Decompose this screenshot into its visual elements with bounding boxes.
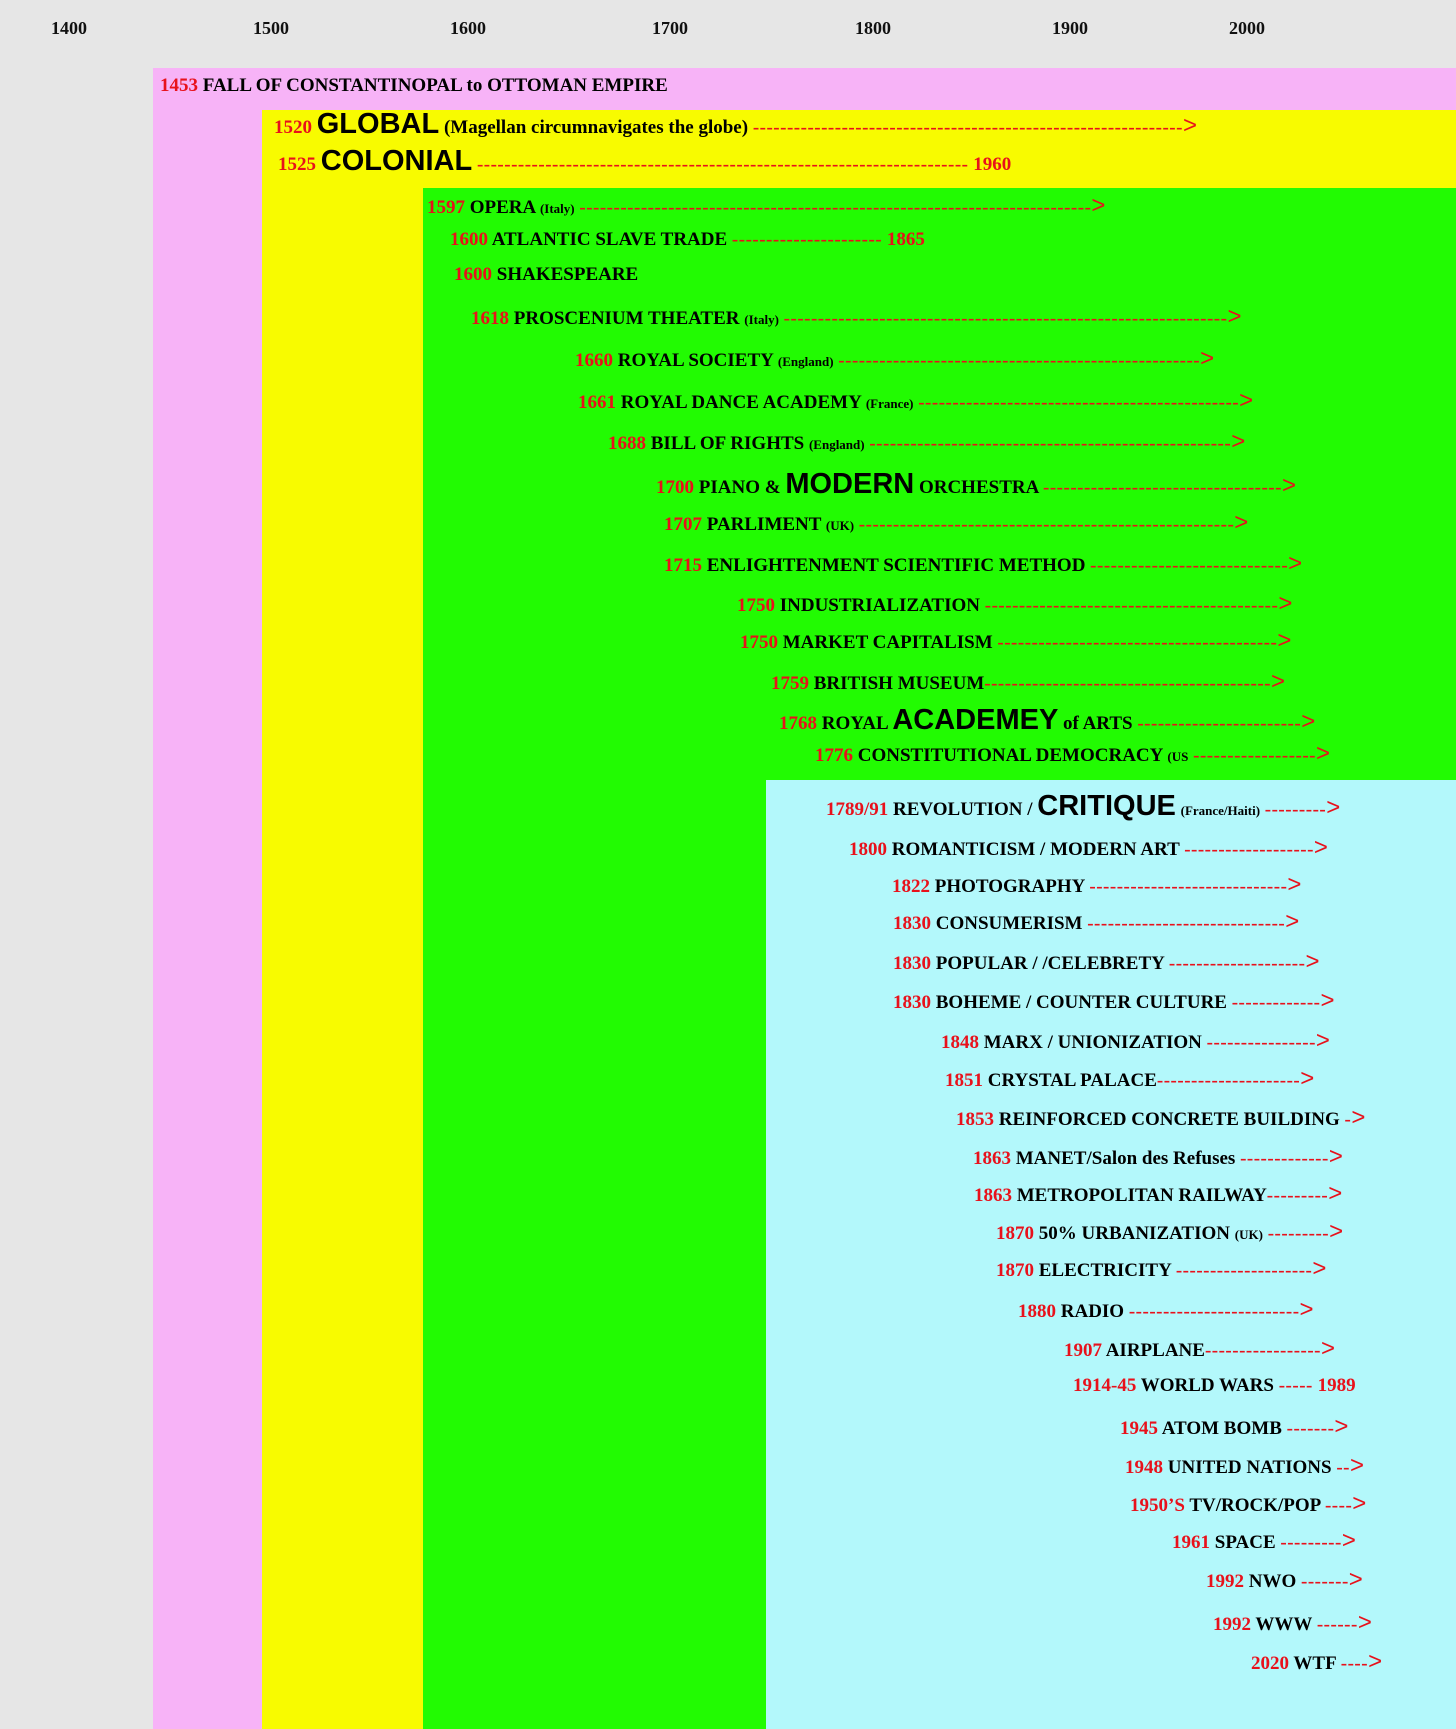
event-duration-line: --------------------------------------------------------------------------- bbox=[579, 197, 1092, 218]
event-duration-line: ----------------------------------------------------- bbox=[869, 433, 1232, 454]
axis-label-1800: 1800 bbox=[855, 18, 891, 38]
event-label: REINFORCED CONCRETE BUILDING bbox=[998, 1109, 1345, 1130]
event-label: AIRPLANE bbox=[1105, 1340, 1205, 1361]
event-duration-line: ------- bbox=[1286, 1418, 1335, 1439]
event-year: 1600 bbox=[454, 264, 492, 285]
event-label: WWW bbox=[1255, 1614, 1317, 1635]
event-label: (England) bbox=[808, 437, 865, 452]
timeline-event bbox=[656, 470, 1296, 499]
event-year: 1789/91 bbox=[826, 799, 889, 820]
event-year: 1715 bbox=[664, 555, 702, 576]
timeline-event bbox=[450, 230, 925, 249]
timeline-event bbox=[1206, 1568, 1363, 1592]
event-duration-line: ----------------------------- bbox=[1089, 876, 1288, 897]
event-year: 1600 bbox=[450, 229, 488, 250]
event-label: ORCHESTRA bbox=[914, 477, 1044, 498]
continues-arrow-icon: > bbox=[1234, 509, 1249, 536]
event-year: 1618 bbox=[471, 308, 509, 329]
event-year: 1830 bbox=[893, 992, 931, 1013]
event-label: REVOLUTION / bbox=[893, 799, 1038, 820]
timeline-event bbox=[740, 629, 1291, 653]
axis-label-1600: 1600 bbox=[450, 18, 486, 38]
event-year: 1830 bbox=[893, 953, 931, 974]
timeline-event bbox=[427, 194, 1105, 218]
event-label: PARLIMENT bbox=[706, 514, 826, 535]
event-duration-line: ----------------- bbox=[1204, 1340, 1321, 1361]
event-duration-line: -------------------- bbox=[1168, 953, 1306, 974]
continues-arrow-icon: > bbox=[1348, 1566, 1363, 1593]
event-label: MARX / UNIONIZATION bbox=[983, 1032, 1207, 1053]
timeline-event bbox=[1018, 1298, 1314, 1322]
event-label: (France) bbox=[865, 396, 914, 411]
timeline-event bbox=[1064, 1337, 1335, 1361]
event-label: ROYAL DANCE ACADEMY bbox=[620, 392, 866, 413]
timeline-event bbox=[771, 670, 1285, 694]
event-year: 1992 bbox=[1213, 1614, 1251, 1635]
continues-arrow-icon: > bbox=[1315, 1027, 1330, 1054]
event-duration-line: -------------------- bbox=[1175, 1260, 1313, 1281]
event-year: 1597 bbox=[427, 197, 465, 218]
event-label: 50% URBANIZATION bbox=[1038, 1223, 1235, 1244]
timeline-event bbox=[956, 1106, 1365, 1130]
event-label: NWO bbox=[1248, 1571, 1301, 1592]
axis-label-1700: 1700 bbox=[652, 18, 688, 38]
event-year: 1950’S bbox=[1130, 1495, 1185, 1516]
event-label: ROYAL bbox=[821, 713, 893, 734]
continues-arrow-icon: > bbox=[1357, 1609, 1372, 1636]
event-label: GLOBAL bbox=[316, 108, 440, 140]
continues-arrow-icon: > bbox=[1281, 472, 1296, 499]
event-label: ATLANTIC SLAVE TRADE bbox=[491, 229, 732, 250]
event-duration-line: ----------------------------- bbox=[1087, 913, 1286, 934]
event-duration-line: ----- bbox=[1278, 1375, 1313, 1396]
event-label: BRITISH MUSEUM bbox=[813, 673, 985, 694]
timeline-event bbox=[1125, 1454, 1364, 1478]
event-label: TV/ROCK/POP bbox=[1189, 1495, 1325, 1516]
event-label: SPACE bbox=[1214, 1532, 1281, 1553]
event-label: MODERN bbox=[785, 468, 915, 500]
event-duration-line: ------------- bbox=[1231, 992, 1321, 1013]
axis-label-1400: 1400 bbox=[51, 18, 87, 38]
event-year: 1750 bbox=[740, 632, 778, 653]
timeline-event bbox=[996, 1257, 1326, 1281]
event-label: OPERA bbox=[469, 197, 540, 218]
event-label: (US bbox=[1167, 749, 1189, 764]
event-label: CRITIQUE bbox=[1037, 790, 1176, 822]
timeline-event bbox=[974, 1182, 1342, 1206]
timeline-event bbox=[608, 430, 1245, 454]
continues-arrow-icon: > bbox=[1328, 1143, 1343, 1170]
event-duration-line: --------------------------------------------------------------- bbox=[752, 117, 1183, 138]
event-end-year: 1989 bbox=[1317, 1375, 1356, 1396]
timeline-event bbox=[578, 389, 1253, 413]
timeline-event bbox=[826, 792, 1340, 821]
timeline-event bbox=[893, 950, 1319, 974]
event-label: ACADEMEY bbox=[892, 704, 1059, 736]
continues-arrow-icon: > bbox=[1321, 1335, 1336, 1362]
event-duration-line: ----------------------------------- bbox=[1043, 477, 1282, 498]
continues-arrow-icon: > bbox=[1312, 1255, 1327, 1282]
continues-arrow-icon: > bbox=[1352, 1490, 1367, 1517]
continues-arrow-icon: > bbox=[1288, 550, 1303, 577]
event-label: CONSTITUTIONAL DEMOCRACY bbox=[857, 745, 1168, 766]
timeline-event bbox=[892, 873, 1301, 897]
event-year: 1863 bbox=[973, 1148, 1011, 1169]
event-label: BOHEME / COUNTER CULTURE bbox=[935, 992, 1232, 1013]
continues-arrow-icon: > bbox=[1351, 1104, 1366, 1131]
timeline-event bbox=[737, 592, 1292, 616]
event-label: ENLIGHTENMENT SCIENTIFIC METHOD bbox=[706, 555, 1091, 576]
event-year: 1822 bbox=[892, 876, 930, 897]
event-label: ROYAL SOCIETY bbox=[617, 350, 778, 371]
event-duration-line: ---- bbox=[1340, 1653, 1369, 1674]
continues-arrow-icon: > bbox=[1227, 303, 1242, 330]
continues-arrow-icon: > bbox=[1301, 708, 1316, 735]
axis-label-2000: 2000 bbox=[1229, 18, 1265, 38]
timeline-event bbox=[1251, 1650, 1382, 1674]
timeline-event bbox=[1130, 1492, 1366, 1516]
event-year: 1863 bbox=[974, 1185, 1012, 1206]
timeline-event bbox=[779, 706, 1315, 735]
event-label: (Italy) bbox=[539, 201, 575, 216]
event-duration-line: ------------------------ bbox=[1137, 713, 1302, 734]
event-year: 1525 bbox=[278, 154, 316, 175]
continues-arrow-icon: > bbox=[1320, 987, 1335, 1014]
timeline-event bbox=[471, 305, 1241, 329]
continues-arrow-icon: > bbox=[1299, 1296, 1314, 1323]
event-label: (France/Haiti) bbox=[1180, 803, 1261, 818]
event-year: 1453 bbox=[160, 75, 198, 96]
timeline-event bbox=[893, 910, 1299, 934]
event-duration-line: ------------- bbox=[1240, 1148, 1329, 1169]
event-year: 1870 bbox=[996, 1223, 1034, 1244]
event-duration-line: --------- bbox=[1280, 1532, 1342, 1553]
continues-arrow-icon: > bbox=[1368, 1648, 1383, 1675]
event-year: 1707 bbox=[664, 514, 702, 535]
axis-label-1900: 1900 bbox=[1052, 18, 1088, 38]
continues-arrow-icon: > bbox=[1091, 192, 1106, 219]
timeline-event bbox=[941, 1029, 1330, 1053]
continues-arrow-icon: > bbox=[1287, 871, 1302, 898]
continues-arrow-icon: > bbox=[1326, 794, 1341, 821]
event-duration-line: ------------------ bbox=[1193, 745, 1317, 766]
event-label: COLONIAL bbox=[320, 145, 473, 177]
event-year: 1945 bbox=[1120, 1418, 1158, 1439]
event-year: 1992 bbox=[1206, 1571, 1244, 1592]
event-year: 1520 bbox=[274, 117, 312, 138]
continues-arrow-icon: > bbox=[1316, 740, 1331, 767]
event-label: (England) bbox=[777, 354, 834, 369]
event-label: ELECTRICITY bbox=[1038, 1260, 1176, 1281]
event-label: (Italy) bbox=[744, 312, 779, 327]
event-duration-line: ---- bbox=[1324, 1495, 1353, 1516]
event-duration-line: ------ bbox=[1316, 1614, 1358, 1635]
event-label: CONSUMERISM bbox=[935, 913, 1088, 934]
event-year: 1830 bbox=[893, 913, 931, 934]
event-year: 1768 bbox=[779, 713, 817, 734]
timeline-event bbox=[1213, 1611, 1372, 1635]
event-year: 1661 bbox=[578, 392, 616, 413]
timeline-event bbox=[945, 1067, 1314, 1091]
event-year: 1948 bbox=[1125, 1457, 1163, 1478]
event-duration-line: - bbox=[1344, 1109, 1352, 1130]
event-label: WORLD WARS bbox=[1140, 1375, 1279, 1396]
event-duration-line: ------------------------------------------------------------------------ bbox=[476, 154, 969, 175]
event-duration-line: ------------------------------------------ bbox=[984, 673, 1271, 694]
event-year: 1914-45 bbox=[1073, 1375, 1137, 1396]
continues-arrow-icon: > bbox=[1200, 345, 1215, 372]
event-label: METROPOLITAN RAILWAY bbox=[1016, 1185, 1267, 1206]
continues-arrow-icon: > bbox=[1239, 387, 1254, 414]
continues-arrow-icon: > bbox=[1313, 834, 1328, 861]
event-year: 1759 bbox=[771, 673, 809, 694]
event-year: 1776 bbox=[815, 745, 853, 766]
event-label: UNITED NATIONS bbox=[1167, 1457, 1337, 1478]
event-year: 1800 bbox=[849, 839, 887, 860]
continues-arrow-icon: > bbox=[1278, 590, 1293, 617]
timeline-event bbox=[1120, 1415, 1348, 1439]
event-label: SHAKESPEARE bbox=[496, 264, 639, 285]
timeline-event bbox=[664, 552, 1302, 576]
event-duration-line: -- bbox=[1336, 1457, 1350, 1478]
event-year: 1688 bbox=[608, 433, 646, 454]
timeline-event bbox=[454, 265, 638, 284]
event-year: 1660 bbox=[575, 350, 613, 371]
event-duration-line: ---------------- bbox=[1206, 1032, 1316, 1053]
event-year: 1880 bbox=[1018, 1301, 1056, 1322]
event-label: (UK) bbox=[1234, 1227, 1263, 1242]
event-label: MARKET CAPITALISM bbox=[782, 632, 998, 653]
continues-arrow-icon: > bbox=[1271, 668, 1286, 695]
event-duration-line: ---------------------- bbox=[731, 229, 883, 250]
continues-arrow-icon: > bbox=[1285, 908, 1300, 935]
continues-arrow-icon: > bbox=[1349, 1452, 1364, 1479]
continues-arrow-icon: > bbox=[1329, 1218, 1344, 1245]
event-year: 1961 bbox=[1172, 1532, 1210, 1553]
event-duration-line: ------------------------------------------------------- bbox=[858, 514, 1235, 535]
event-label: PIANO & bbox=[698, 477, 786, 498]
event-duration-line: --------------------- bbox=[1156, 1070, 1301, 1091]
event-year: 1700 bbox=[656, 477, 694, 498]
timeline-event bbox=[973, 1145, 1343, 1169]
continues-arrow-icon: > bbox=[1328, 1180, 1343, 1207]
event-label: ATOM BOMB bbox=[1161, 1418, 1287, 1439]
event-year: 1870 bbox=[996, 1260, 1034, 1281]
event-year: 1848 bbox=[941, 1032, 979, 1053]
event-duration-line: --------- bbox=[1267, 1223, 1330, 1244]
continues-arrow-icon: > bbox=[1231, 428, 1246, 455]
event-label: of ARTS bbox=[1058, 713, 1138, 734]
continues-arrow-icon: > bbox=[1277, 627, 1292, 654]
event-duration-line: --------- bbox=[1266, 1185, 1329, 1206]
event-duration-line: ------------------- bbox=[1184, 839, 1314, 860]
event-label: POPULAR / /CELEBRETY bbox=[935, 953, 1169, 974]
event-label: PHOTOGRAPHY bbox=[934, 876, 1090, 897]
event-duration-line: ----------------------------- bbox=[1090, 555, 1289, 576]
event-duration-line: ----------------------------------------------- bbox=[918, 392, 1240, 413]
event-label: CRYSTAL PALACE bbox=[987, 1070, 1157, 1091]
event-duration-line: ----------------------------------------------------------------- bbox=[783, 308, 1228, 329]
continues-arrow-icon: > bbox=[1341, 1527, 1356, 1554]
event-label: ROMANTICISM / MODERN ART bbox=[891, 839, 1185, 860]
timeline-event bbox=[893, 989, 1335, 1013]
event-label: (Magellan circumnavigates the globe) bbox=[439, 117, 753, 138]
event-end-year: 1960 bbox=[973, 154, 1012, 175]
continues-arrow-icon: > bbox=[1300, 1065, 1315, 1092]
timeline-event bbox=[815, 742, 1330, 766]
timeline-event bbox=[996, 1220, 1343, 1244]
timeline-event bbox=[1172, 1529, 1356, 1553]
event-label: FALL OF CONSTANTINOPAL to OTTOMAN EMPIRE bbox=[202, 75, 668, 96]
timeline-event bbox=[575, 347, 1214, 371]
event-year: 1853 bbox=[956, 1109, 994, 1130]
event-duration-line: ------------------------- bbox=[1128, 1301, 1300, 1322]
continues-arrow-icon: > bbox=[1305, 948, 1320, 975]
event-label: MANET/Salon des Refuses bbox=[1015, 1148, 1241, 1169]
event-duration-line: --------- bbox=[1264, 799, 1327, 820]
event-label: BILL OF RIGHTS bbox=[650, 433, 809, 454]
timeline-event bbox=[849, 836, 1328, 860]
event-duration-line: ------------------------------------------- bbox=[984, 595, 1279, 616]
axis-label-1500: 1500 bbox=[253, 18, 289, 38]
continues-arrow-icon: > bbox=[1334, 1413, 1349, 1440]
timeline-event bbox=[1073, 1376, 1356, 1395]
event-duration-line: ------- bbox=[1301, 1571, 1349, 1592]
event-duration-line: ----------------------------------------------------- bbox=[838, 350, 1201, 371]
event-year: 1907 bbox=[1064, 1340, 1102, 1361]
timeline-event bbox=[160, 76, 668, 95]
continues-arrow-icon: > bbox=[1182, 112, 1197, 139]
event-label: RADIO bbox=[1060, 1301, 1129, 1322]
timeline-event bbox=[274, 110, 1197, 139]
event-year: 2020 bbox=[1251, 1653, 1289, 1674]
event-year: 1750 bbox=[737, 595, 775, 616]
event-duration-line: ----------------------------------------- bbox=[997, 632, 1278, 653]
event-year: 1851 bbox=[945, 1070, 983, 1091]
event-end-year: 1865 bbox=[886, 229, 925, 250]
event-label: INDUSTRIALIZATION bbox=[779, 595, 985, 616]
event-label: (UK) bbox=[825, 518, 855, 533]
event-label: WTF bbox=[1293, 1653, 1341, 1674]
event-label: PROSCENIUM THEATER bbox=[513, 308, 745, 329]
timeline-event bbox=[664, 511, 1248, 535]
timeline-event bbox=[278, 147, 1011, 176]
